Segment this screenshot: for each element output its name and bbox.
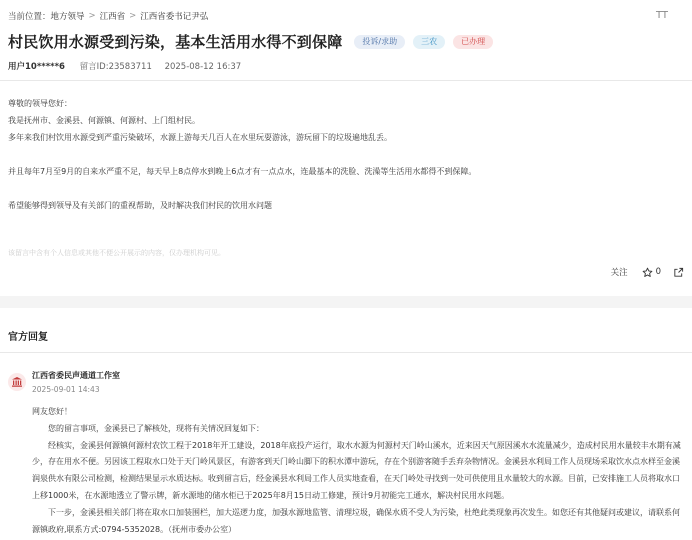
like-button[interactable] — [642, 267, 661, 278]
tag-agriculture: 三农 — [413, 35, 445, 49]
message-body — [8, 95, 476, 214]
tag-complaint: 投诉/求助 — [354, 35, 405, 49]
body-line: 并且每年7月至9月的自来水严重不足，每天早上8点停水到晚上6点才有一点点水，连最基本的洗脸、洗澡等生活用水都得不到保障。 — [8, 167, 477, 176]
body-line: 多年来我们村饮用水源受到严重污染破坏，水源上游每天几百人在水里玩耍游泳，游玩留下的垃圾遍地乱丢。 — [8, 133, 392, 142]
breadcrumb-item-local-leaders[interactable]: 地方领导 — [50, 12, 85, 22]
status-badge: 已办理 — [453, 35, 493, 49]
privacy-notice: 该留言中含有个人信息或其他不便公开展示的内容，仅办理机构可见。 — [8, 249, 225, 257]
government-building-icon — [8, 373, 26, 391]
share-icon[interactable] — [673, 267, 684, 278]
page-title: 村民饮用水源受到污染，基本生活用水得不到保障 — [8, 33, 343, 51]
body-line — [8, 180, 476, 197]
message-id: 留言ID:23583711 — [79, 62, 152, 72]
body-line: 希望能够得到领导及有关部门的重视帮助，及时解决我们村民的饮用水问题 — [8, 201, 272, 210]
reply-body — [32, 404, 684, 538]
breadcrumb-prefix: 当前位置： — [8, 12, 51, 22]
reply-paragraph: 下一步，金溪县相关部门将在取水口加装围栏，加大巡逻力度，加强水源地监管、清理垃圾，确保水质不受人为污染，杜绝此类现象再次发生。如您还有其他疑问或建议，请联系何源镇政府,联系方式:0794-5352028。（抚州市委办公室） — [32, 507, 680, 534]
breadcrumb-separator: > — [129, 11, 137, 21]
reply-time: 2025-09-01 14:43 — [32, 385, 100, 394]
divider — [0, 352, 692, 353]
message-header — [8, 31, 493, 52]
message-meta — [8, 60, 241, 72]
body-line — [8, 146, 476, 163]
breadcrumb-separator: > — [88, 11, 96, 21]
follow-button[interactable]: 关注 — [610, 268, 628, 278]
message-actions — [611, 266, 684, 278]
body-line: 我是抚州市、金溪县、何源镇、何源村、上门组村民。 — [8, 116, 200, 125]
user-id: 用户10*****6 — [8, 62, 65, 72]
reply-paragraph: 经核实，金溪县何源镇何源村农饮工程于2018年开工建设，2018年底投产运行，取水水源为何源村天门岭山溪水，近来因天气原因溪水水流量减少，造成村民用水量较丰水期有减少，存在用水不便。另因该工程取水口处于天门岭风景区，有游客到天门岭山脚下的积水潭中游玩，存在个别游客随手丢弃杂物情况。金溪县水利局工作人员现场采取饮水点水样至金溪润泉供水有限公司检测，检测结果显示水质达标。收到留言后，经金溪县水利局工作人员实地查看，在天门岭处寻找到一处可供使用且水量较大的水源。目前，已安排施工人员将取水口上移1000米，在水源地透立了警示牌，新水源地的储水柜已于2025年8月15日动工修建，预计9月初能完工通水，解决村民用水问题。 — [32, 440, 681, 500]
breadcrumb-item-jiangxi[interactable]: 江西省 — [99, 12, 126, 22]
divider — [0, 80, 692, 81]
text-size-icon[interactable]: TT — [655, 10, 668, 21]
breadcrumb — [8, 10, 208, 22]
org-name: 江西省委民声通道工作室 — [32, 371, 120, 380]
like-count: 0 — [655, 267, 661, 277]
reply-paragraph: 您的留言事项，金溪县已了解核处，现将有关情况回复如下： — [48, 423, 264, 433]
official-reply-heading: 官方回复 — [8, 332, 48, 343]
body-line: 尊敬的领导您好： — [8, 99, 72, 108]
star-icon — [642, 267, 653, 278]
reply-organization — [8, 370, 120, 394]
message-date: 2025-08-12 16:37 — [164, 62, 242, 72]
section-separator — [0, 296, 692, 308]
reply-greeting: 网友您好！ — [32, 407, 72, 416]
breadcrumb-item-secretary[interactable]: 江西省委书记尹弘 — [140, 12, 209, 22]
